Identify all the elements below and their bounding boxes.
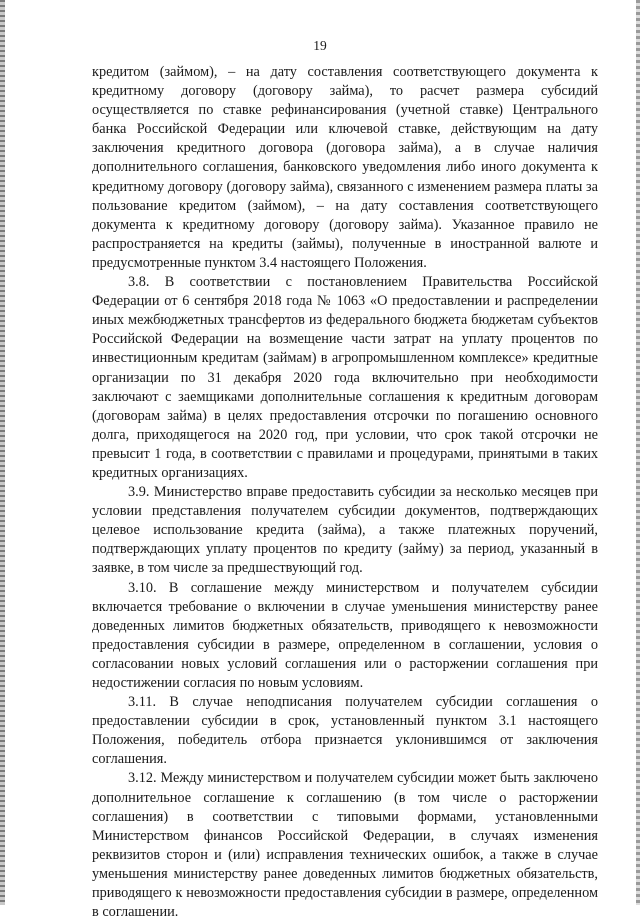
paragraph-3-11: 3.11. В случае неподписания получателем субсидии соглашения о предоставлении субсидии в срок, установленный пунктом 3.1 настоящего Положения, победитель отбора признается уклонившимся от заключения соглашения. <box>92 694 598 768</box>
scan-edge-left <box>0 0 5 905</box>
paragraph-3-10: 3.10. В соглашение между министерством и получателем субсидии включается требование о включении в случае уменьшения министерству ранее доведенных лимитов бюджетных обязательств, приводящего к невозможности предоставления субсидии в размере, определенном в соглашении, условия о согласовании новых условий соглашения или о расторжении соглашения при недостижении согласия по новым условиям. <box>92 579 598 691</box>
paragraph-continuation: кредитом (займом), – на дату составления соответствующего документа к кредитному договору (договору займа), то расчет размера субсидий осуществляется по ставке рефинансирования (учетной ставке) Центрального банка Российской Федерации или ключевой ставке, действующим на дату заключения кредитного договора (договора займа), а в случае наличия дополнительного соглашения, банковского уведомления либо иного документа к кредитному договору (договору займа), связанного с изменением размера платы за пользование кредитом (займом), – на дату составления соответствующего документа к кредитному договору (договору займа). Указанное правило не распространяется на кредиты (займы), полученные в иностранной валюте и предусмотренные пунктом 3.4 настоящего Положения. <box>92 64 598 271</box>
paragraph-3-12: 3.12. Между министерством и получателем субсидии может быть заключено дополнительное соглашение к соглашению (в том числе о расторжении соглашения) в соответствии с типовыми формами, установленными Министерством финансов Российской Федерации, в случаях изменения реквизитов сторон и (или) исправления технических ошибок, а также в случае уменьшения министерству ранее доведенных лимитов бюджетных обязательств, приводящего к невозможности предоставления субсидии в размере, определенном в соглашении. <box>92 770 598 921</box>
page-number: 19 <box>313 38 327 53</box>
document-body <box>92 63 598 922</box>
paragraph-3-8: 3.8. В соответствии с постановлением Правительства Российской Федерации от 6 сентября 2018 года № 1063 «О предоставлении и распределении иных межбюджетных трансфертов из федерального бюджета бюджетам субъектов Российской Федерации на возмещение части затрат на уплату процентов по инвестиционным кредитам (займам) в агропромышленном комплексе» кредитные организации по 31 декабря 2020 года включительно при необходимости заключают с заемщиками дополнительные соглашения к кредитным договорам (договорам займа) в целях предоставления отсрочки по погашению основного долга, приходящегося на 2020 год, при условии, что срок такой отсрочки не превысит 1 года, в соответствии с правилами и процедурами, принятыми в таких кредитных организациях. <box>92 274 598 481</box>
scan-edge-right <box>636 0 640 905</box>
paragraph-3-9: 3.9. Министерство вправе предоставить субсидии за несколько месяцев при условии представления получателем субсидии документов, подтверждающих целевое использование кредита (займа), а также платежных поручений, подтверждающих уплату процентов по кредиту (займу) за период, указанный в заявке, в том числе за предшествующий год. <box>92 484 598 577</box>
